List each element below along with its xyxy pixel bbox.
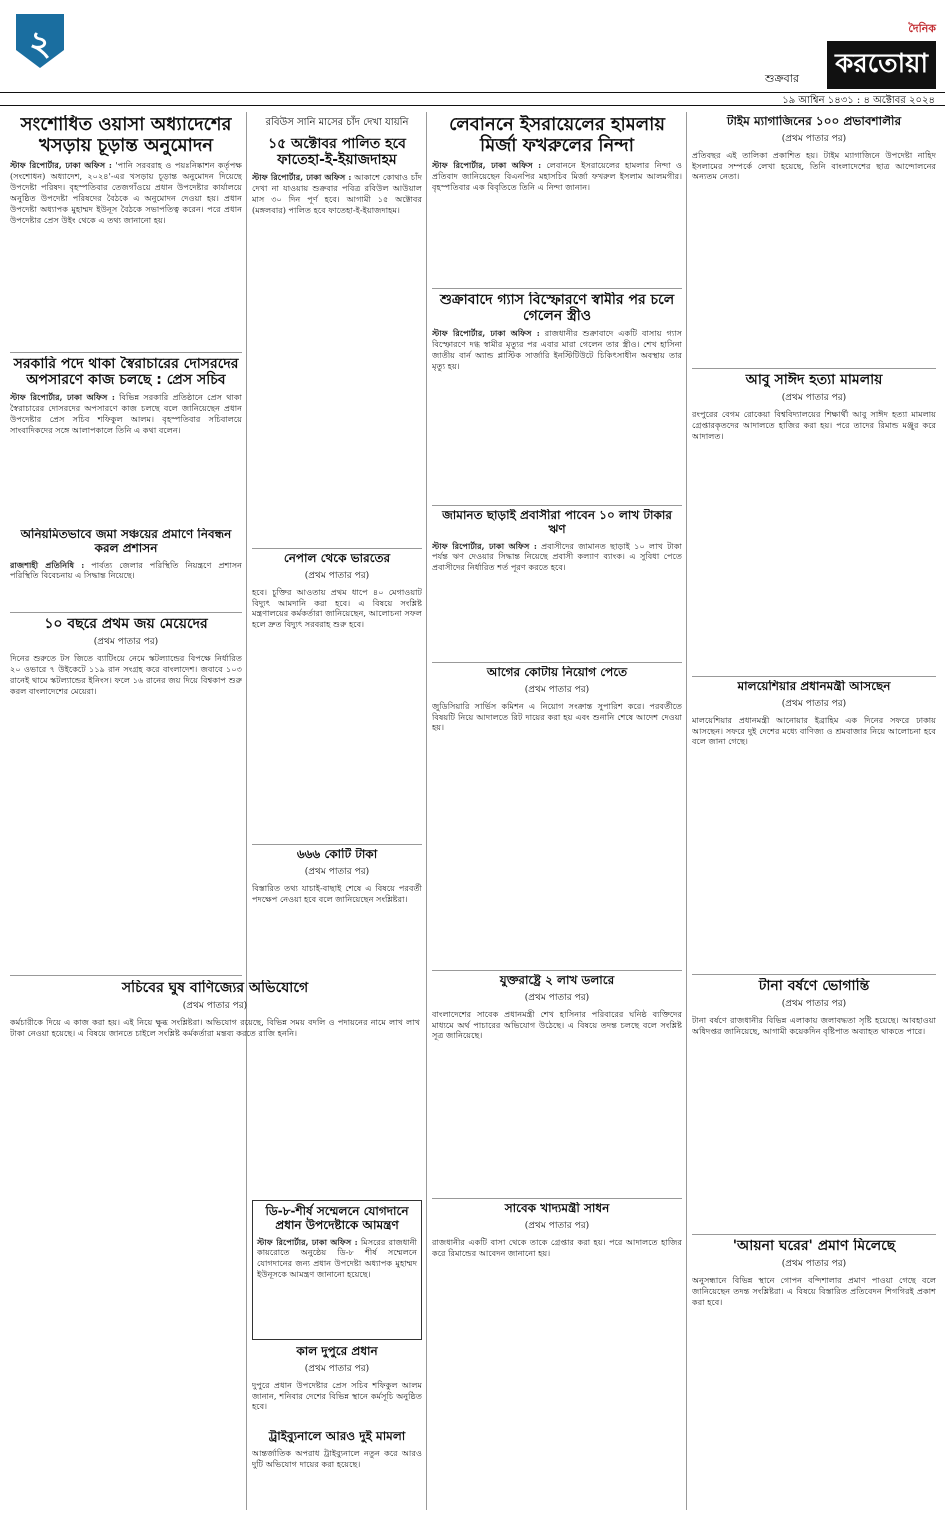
body-text: বিস্তারিত তথ্য যাচাই-বাছাই শেষে এ বিষয়ে পরবর্তী পদক্ষেপ নেওয়া হবে বলে জানিয়েছেন সংশ্লিষ্টরা। (252, 882, 422, 904)
body-text: পার্বত্য জেলার পরিস্থিতি নিয়ন্ত্রণে প্রশাসন পরিস্থিতি বিবেচনায় এ সিদ্ধান্ত নিয়েছে। (10, 559, 242, 581)
continuation-note: (প্রথম পাতার পর) (93, 637, 159, 648)
body-text: টানা বর্ষণে রাজধানীর বিভিন্ন এলাকায় জলাবদ্ধতা সৃষ্টি হয়েছে। আবহাওয়া অধিদপ্তর জানিয়েছে, আগামী কয়েকদিন বৃষ্টিপাত অব্যাহত থাকতে পারে। (692, 1015, 936, 1036)
section-rule (10, 352, 242, 353)
headline: ১৫ অক্টোবর পালিত হবে ফাতেহা-ই-ইয়াজদাহম (268, 136, 406, 169)
section-rule (432, 505, 682, 506)
headline: কাল দুপুরে প্রধান (296, 1345, 378, 1358)
article-body (432, 541, 682, 573)
continuation-note: (প্রথম পাতার পর) (304, 570, 370, 581)
byline: স্টাফ রিপোর্টার, ঢাকা অফিস : (10, 392, 115, 403)
column-rule (686, 112, 687, 1510)
headline: লেবাননে ইসরায়েলের হামলায় মির্জা ফখরুলের নিন্দা (449, 115, 665, 156)
page-number-badge (10, 10, 70, 70)
section-rule (252, 844, 422, 845)
article-body (10, 160, 242, 225)
section-rule (432, 288, 682, 289)
article-press-secretary (10, 356, 242, 526)
continuation-note: (প্রথম পাতার পর) (781, 133, 847, 144)
continuation-note: (প্রথম পাতার পর) (781, 698, 847, 709)
article-d8 (252, 1200, 422, 1340)
article-lebanon (432, 115, 682, 285)
body-text: আন্তর্জাতিক অপরাধ ট্রাইব্যুনালে নতুন করে আরও দুটি অভিযোগ দায়ের করা হয়েছে। (252, 1447, 422, 1469)
article-rain-noon (252, 1345, 422, 1425)
continuation-note: (প্রথম পাতার পর) (304, 866, 370, 877)
kicker: রবিউস সানি মাসের চাঁদ দেখা যায়নি (265, 117, 409, 128)
continuation-note: (প্রথম পাতার পর) (781, 999, 847, 1010)
headline: ট্রাইব্যুনালে আরও দুই মামলা (268, 1430, 406, 1443)
body-text: জুডিসিয়ারি সার্ভিস কমিশন এ নিয়োগ সংক্রান্ত সুপারিশ করে। পরবর্তীতে বিষয়টি নিয়ে আদালতে রিট দায়ের করা হয় এবং শুনানি শেষে আদেশ দেওয়া হয়। (432, 700, 682, 733)
body-text: হবে। চুক্তির আওতায় প্রথম ধাপে ৪০ মেগাওয়াট বিদ্যুৎ আমদানি করা হবে। এ বিষয়ে সংশ্লিষ্ট মন্ত্রণালয়ের কর্মকর্তারা জানিয়েছেন, আলোচনা সফল হলে দ্রুত বিদ্যুৎ সরবরাহ শুরু হবে। (252, 586, 422, 630)
article-expat-loan (432, 509, 682, 659)
headline: জামানত ছাড়াই প্রবাসীরা পাবেন ১০ লাখ টাকার ঋণ (442, 509, 672, 536)
continuation-note: (প্রথম পাতার পর) (781, 393, 847, 404)
article-body (432, 160, 682, 192)
headline: সংশোধিত ওয়াসা অধ্যাদেশের খসড়ায় চূড়ান্ত অনুমোদন (20, 115, 232, 156)
article-crore-taka (252, 848, 422, 972)
headline: সরকারি পদে থাকা স্বৈরাচারের দোসরদের অপসারণে কাজ চলছে : প্রেস সচিব (13, 356, 239, 389)
headline: টানা বর্ষণে ভোগান্তি (758, 978, 870, 994)
headline: শুক্রাবাদে গ্যাস বিস্ফোরণে স্বামীর পর চলে গেলেন স্ত্রীও (439, 292, 675, 325)
headline: অনিয়মিতভাবে জমা সঞ্চয়ের প্রমাণে নিবন্ধন করল প্রশাসন (20, 528, 232, 555)
headline: 'আয়না ঘরের' প্রমাণ মিলেছে (732, 1238, 896, 1254)
article-heavy-rain (692, 978, 936, 1230)
section-rule (692, 1234, 936, 1235)
headline: যুক্তরাষ্ট্রে ২ লাখ ডলারে (499, 974, 615, 987)
body-text: প্রতিবছর এই তালিকা প্রকাশিত হয়। টাইম ম্যাগাজিনে উপদেষ্টা নাহিদ ইসলামের সম্পর্কে লেখা হয়েছে, তিনি বাংলাদেশের ছাত্র আন্দোলনের অন্যতম নেতা। (692, 149, 936, 182)
headline: টাইম ম্যাগাজিনের ১০০ প্রভাবশালীর (726, 115, 902, 128)
headline: সাবেক খাদ্যমন্ত্রী সাধন (504, 1202, 610, 1215)
headline: ৬৬৬ কোটি টাকা (296, 848, 378, 861)
article-wasa (10, 115, 242, 350)
byline: স্টাফ রিপোর্টার, ঢাকা অফিস : (252, 172, 352, 183)
article-body (10, 392, 242, 435)
headline: আবু সাঈদ হত্যা মামলায় (745, 372, 883, 388)
section-rule (692, 368, 936, 369)
section-rule (432, 662, 682, 663)
masthead (0, 0, 945, 92)
continuation-note: (প্রথম পাতার পর) (524, 1220, 590, 1231)
article-tribunal (252, 1430, 422, 1510)
article-abu-sayeed (692, 372, 936, 672)
byline: স্টাফ রিপোর্টার, ঢাকা অফিস : (10, 160, 112, 171)
headline: আগের কোটায় নিয়োগ পেতে (486, 666, 628, 679)
article-body (432, 328, 682, 371)
brand-name: করতোয়া (827, 41, 936, 89)
headline: নেপাল থেকে ভারতের (283, 552, 391, 565)
article-malaysia-pm (692, 680, 936, 970)
body-text: বিভিন্ন সরকারি প্রতিষ্ঠানে প্রেস থাকা স্বৈরাচারের দোসরদের অপসারণে কাজ চলছে বলে জানিয়েছেন প্রধান উপদেষ্টার প্রেস সচিব শফিকুল আলম। বৃহস্পতিবার সচিবালয়ে সাংবাদিকদের সঙ্গে আলাপকালে তিনি এ কথা বলেন। (10, 392, 242, 435)
byline: স্টাফ রিপোর্টার, ঢাকা অফিস : (257, 1236, 358, 1247)
continuation-note: (প্রথম পাতার পর) (182, 1001, 248, 1012)
body-text: মিসরের রাজধানী কায়রোতে অনুষ্ঠেয় ডি-৮ শীর্ষ সম্মেলনে যোগদানের জন্য প্রধান উপদেষ্টা অধ্যাপক মুহাম্মদ ইউনূসকে আমন্ত্রণ জানানো হয়েছে। (257, 1236, 418, 1280)
section-rule (692, 676, 936, 677)
article-usa-aid (432, 974, 682, 1194)
body-text: আকাশে কোথাও চাঁদ দেখা না যাওয়ায় শুক্রবার পবিত্র রবিউল আউয়াল মাস ৩০ দিন পূর্ণ হবে। আগামী ১৫ অক্টোবর (মঙ্গলবার) পালিত হবে ফাতেহা-ই-ইয়াজদাহম। (252, 172, 422, 215)
article-body (10, 560, 242, 582)
byline: স্টাফ রিপোর্টার, ঢাকা অফিস : (432, 160, 542, 171)
article-food-minister (432, 1202, 682, 1510)
body-text: রাজধানীর শুক্রাবাদে একটি বাসায় গ্যাস বিস্ফোরণে দগ্ধ স্বামীর মৃত্যুর পর এবার মারা গেলেন তার স্ত্রীও। শেখ হাসিনা জাতীয় বার্ন অ্যান্ড প্লাস্টিক সার্জারি ইনস্টিটিউটে চিকিৎসাধীন অবস্থায় তার মৃত্যু হয়। (432, 328, 682, 371)
article-quota (432, 666, 682, 966)
article-women-cricket (10, 616, 242, 971)
headline: ডি-৮-শীর্ষ সম্মেলনে যোগদানে প্রধান উপদেষ্টাকে আমন্ত্রণ (265, 1204, 409, 1232)
body-text: 'পানি সরবরাহ ও পয়ঃনিষ্কাশন কর্তৃপক্ষ (সংশোধন) অধ্যাদেশ, ২০২৪'-এর খসড়ায় চূড়ান্ত অনুমোদন দিয়েছে উপদেষ্টা পরিষদ। বৃহস্পতিবার তেজগাঁওয়ে প্রধান উপদেষ্টার কার্যালয়ে অনুষ্ঠিত উপদেষ্টা পরিষদের বৈঠকে এ অনুমোদন দেওয়া হয়। প্রধান উপদেষ্টা অধ্যাপক মুহাম্মদ ইউনূস বৈঠকে সভাপতিত্ব করেন। পরে প্রধান উপদেষ্টার প্রেস উইং থেকে এ তথ্য জানানো হয়। (10, 160, 242, 225)
body-text: রাজধানীর একটি বাসা থেকে তাকে গ্রেপ্তার করা হয়। পরে আদালতে হাজির করে রিমান্ডের আবেদন জানানো হয়। (432, 1236, 682, 1258)
continuation-note: (প্রথম পাতার পর) (781, 1259, 847, 1270)
section-rule (432, 1198, 682, 1199)
brand-prefix: দৈনিক (908, 22, 936, 35)
headline: মালয়েশিয়ার প্রধানমন্ত্রী আসছেন (737, 680, 891, 693)
section-rule (10, 612, 242, 613)
article-aynaghar (692, 1238, 936, 1510)
body-text: অনুসন্ধানে বিভিন্ন স্থানে গোপন বন্দিশালার প্রমাণ পাওয়া গেছে বলে জানিয়েছেন তদন্ত সংশ্লিষ্টরা। এ বিষয়ে বিস্তারিত প্রতিবেদন শিগগিরই প্রকাশ করা হবে। (692, 1275, 936, 1307)
continuation-note: (প্রথম পাতার পর) (524, 992, 590, 1003)
byline: স্টাফ রিপোর্টার, ঢাকা অফিস : (432, 540, 537, 551)
article-body (257, 1237, 417, 1280)
article-gas-blast (432, 292, 682, 502)
body-text: দুপুরে প্রধান উপদেষ্টার প্রেস সচিব শফিকুল আলম জানান, শনিবার দেশের বিভিন্ন স্থানে কর্মসূচি অনুষ্ঠিত হবে। (252, 1379, 422, 1412)
section-rule (432, 970, 682, 971)
body-text: প্রবাসীদের জামানত ছাড়াই ১০ লাখ টাকা পর্যন্ত ঋণ দেওয়ার সিদ্ধান্ত নিয়েছে প্রবাসী কল্যাণ ব্যাংক। এ সুবিধা পেতে প্রবাসীদের নির্ধারিত শর্ত পূরণ করতে হবে। (432, 540, 682, 573)
body-text: মালয়েশিয়ার প্রধানমন্ত্রী আনোয়ার ইব্রাহিম এক দিনের সফরে ঢাকায় আসছেন। সফরে দুই দেশের মধ্যে বাণিজ্য ও শ্রমবাজার নিয়ে আলোচনা হবে বলে জানা গেছে। (692, 714, 936, 747)
body-text: বাংলাদেশের সাবেক প্রধানমন্ত্রী শেখ হাসিনার পরিবারের ঘনিষ্ঠ ব্যক্তিদের মাধ্যমে অর্থ পাচারের অভিযোগ উঠেছে। এ বিষয়ে তদন্ত চলছে বলে সংশ্লিষ্ট সূত্র জানিয়েছে। (432, 1008, 682, 1041)
article-nepal-india (252, 552, 422, 842)
body-text: রংপুরের বেগম রোকেয়া বিশ্ববিদ্যালয়ের শিক্ষার্থী আবু সাঈদ হত্যা মামলায় গ্রেপ্তারকৃতদের আদালতে হাজির করা হয়। পরে তাদের রিমান্ড মঞ্জুর করে আদালত। (692, 409, 936, 441)
headline: ১০ বছরে প্রথম জয় মেয়েদের (44, 616, 208, 632)
page-number: ২ (28, 24, 52, 64)
section-rule (692, 974, 936, 975)
continuation-note: (প্রথম পাতার পর) (524, 684, 590, 695)
section-rule (252, 548, 422, 549)
article-moon (252, 115, 422, 545)
continuation-note: (প্রথম পাতার পর) (304, 1363, 370, 1374)
column-rule (426, 112, 427, 1510)
body-text: কর্মচারীকে দিয়ে এ কাজ করা হয়। এই নিয়ে ক্ষুব্ধ সংশ্লিষ্টরা। অভিযোগ রয়েছে, বিভিন্ন সময় বদলি ও পদায়নের নামে লাখ লাখ টাকা নেওয়া হয়েছে। এ বিষয়ে জানতে চাইলে সংশ্লিষ্ট কর্মকর্তারা মন্তব্য করতে রাজি হননি। (10, 1017, 420, 1038)
body-text: লেবাননে ইসরায়েলের হামলার নিন্দা ও প্রতিবাদ জানিয়েছেন বিএনপির মহাসচিব মির্জা ফখরুল ইসলাম আলমগীর। বৃহস্পতিবার এক বিবৃতিতে তিনি এ নিন্দা জানান। (432, 160, 682, 193)
dateline-bar (0, 92, 945, 106)
section-rule (10, 975, 242, 976)
byline: স্টাফ রিপোর্টার, ঢাকা অফিস : (432, 328, 540, 339)
brand-logo (808, 20, 936, 89)
headline: সচিবের ঘুষ বাণিজ্যের অভিযোগে (121, 980, 309, 996)
byline: রাজশাহী প্রতিনিধি : (10, 559, 85, 570)
article-time100 (692, 115, 936, 365)
dayname: শুক্রবার (765, 72, 800, 85)
article-body (252, 172, 422, 215)
body-text: দিনের শুরুতে টস জিতে ব্যাটিংয়ে নেমে স্কটল্যান্ডের বিপক্ষে নির্ধারিত ২০ ওভারে ৭ উইকেটে ১১৯ রান সংগ্রহ করে বাংলাদেশ। জবাবে ১০৩ রানেই থামে স্কটল্যান্ডের ইনিংস। ফলে ১৬ রানের জয় দিয়ে বিশ্বকাপ শুরু করল বাংলাদেশের মেয়েরা। (10, 653, 242, 696)
issue-date: ১৯ আশ্বিন ১৪৩১ : ৪ অক্টোবর ২০২৪ (782, 95, 935, 106)
article-anitiyam (10, 528, 242, 610)
